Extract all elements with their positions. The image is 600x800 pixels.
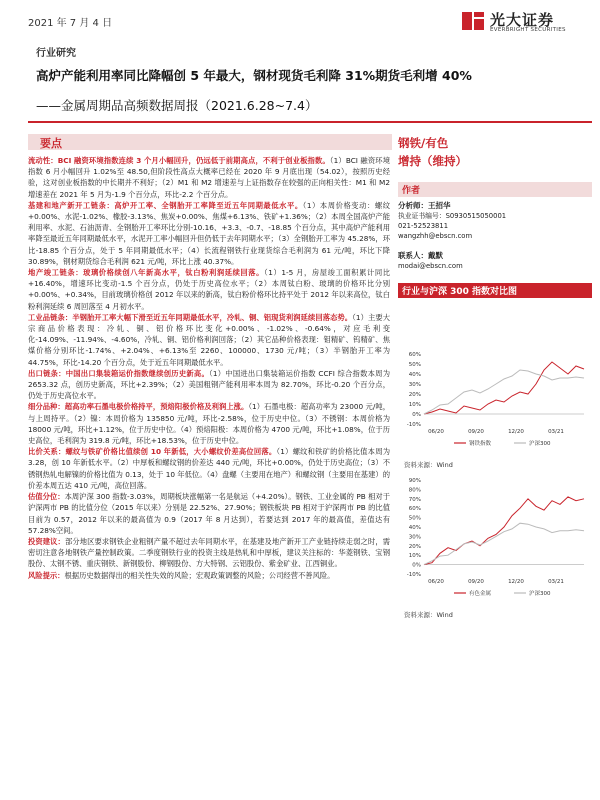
y-tick-label: 60% [408, 352, 421, 358]
analyst-cert: 执业证书编号：S0930515050001 [398, 212, 507, 220]
logo-text-en: EVERBRIGHT SECURITIES [490, 27, 566, 33]
summary-paragraph-body: （1）中国进出口集装箱运价指数 CCFI 综合指数本周为 2653.32 点，创历史新高，环比+2.39%；（2）美国粗钢产能利用率本周为 82.70%，环比-0.20 个百分点，仍处于历史高位水平。 [28, 368, 391, 401]
y-tick-label: 40% [408, 372, 421, 378]
chart-metals-svg [398, 474, 592, 606]
x-tick-label: 12/20 [508, 579, 524, 585]
report-category: 行业研究 [36, 48, 76, 59]
summary-paragraph-body: （1）螺纹和铁矿的价格比值本周为 3.28，创 10 年新低水平。（2）中厚板和螺纹钢的价差达 440 元/吨，环比+0.00%，仍处于历史高位；（3）不锈钢热轧电解镍的价格比值为 0.13，处于 10 年低位。（4）盘螺（主要用在地产）和螺纹钢（主要用在基建）的价差本周五达 410 元/吨，高位回落。 [28, 447, 390, 490]
summary-paragraph-head: 基建和地产新开工链条：高炉开工率、全钢胎开工率降至近五年同期最低水平。 [28, 200, 303, 210]
summary-paragraph [28, 491, 390, 536]
y-tick-label: 30% [408, 534, 421, 541]
y-tick-label: 20% [408, 543, 421, 550]
summary-paragraph-head: 流动性：BCI 融资环境指数连续 3 个月小幅回升，仍远低于前期高点，不利于创业板指数。 [28, 156, 330, 165]
summary-label: 要点 [40, 137, 62, 150]
summary-paragraph [28, 570, 390, 581]
chart-steel-source: 资料来源：Wind [404, 461, 453, 469]
summary-body [28, 155, 390, 581]
legend-label: 沪深300 [529, 441, 551, 447]
summary-paragraph-body: （1）1-5 月，房屋竣工面积累计同比+16.40%，增速环比变动-1.5 个百分点，仍处于历史高位水平；（2）本周钛白粉、玻璃的价格环比分别+0.00%、+0.34%，目前玻璃价格创 2012 年以来的新高，钛白粉价格环比持平处于 2012 年以来高位，钛白粉利润延续 6 周回落至 4 月初水平。 [28, 268, 391, 311]
y-tick-label: -10% [406, 572, 421, 578]
summary-paragraph-head: 地产竣工链条：玻璃价格续创八年新高水平，钛白粉利润延续回落。 [28, 268, 265, 278]
summary-paragraph-body: （1）本周价格变动：螺纹+0.00%、水泥-1.02%、橡胶-3.13%、焦炭+0.00%、焦煤+6.13%、铁矿+1.36%；（2）本周全国高炉产能利用率、水泥、石油沥青、全钢胎开工率环比分别-10.16、+3.3、-0.7、-18.85 个百分点，其中高炉产能利用率降至最近五年同期最低水平，水泥开工率小幅回升但仍低于去年同期水平；（3）全钢胎开工率为 45.28%，环比-18.85 个百分点，处于 5 年同期最低水平；（4）长流程钢铁行业现货综合毛利润为 61 元/吨，环比下降 30.89%，钢材期货综合毛利润 621 元/吨，环比上涨 40.37%。 [28, 200, 390, 266]
x-tick-label: 03/21 [548, 579, 564, 585]
summary-paragraph [28, 155, 390, 200]
summary-paragraph-body: （1）BCI 融资环境指数 6 月小幅回升 1.02%至 48.50,但阶段性高点大概率已经在 2020 年 9 月底出现（54.02），按照历史经验，这对创业板指数的中长期并不利好；（2）M1 和 M2 增速差与上证指数存在较强的正向相关性：M1 和 M2 增速差在 2021 年 5 月为-1.9 个百分点，环比-2.2 个百分点。 [28, 156, 391, 199]
summary-paragraph-head: 投资建议： [28, 536, 65, 546]
summary-paragraph-head: 估值分位： [28, 492, 65, 502]
x-tick-label: 09/20 [468, 579, 484, 585]
y-tick-label: 20% [408, 392, 421, 398]
chart-steel-vs-hs300 [398, 348, 592, 460]
y-tick-label: -10% [406, 422, 421, 428]
legend-label: 有色金属 [469, 591, 492, 597]
title-divider [28, 121, 592, 123]
y-tick-label: 70% [408, 496, 421, 503]
summary-paragraph [28, 536, 390, 570]
x-tick-label: 12/20 [508, 429, 524, 435]
chart-steel-svg [398, 348, 592, 456]
summary-paragraph-body: （1）石墨电极：超高功率为 23000 元/吨，与上周持平。（2）镍：本周价格为 135850 元/吨，环比-2.58%，位于历史中位。（3）不锈钢：本周价格为 18000 元/吨，环比+1.12%，位于历史中位。（4）预焙阳极：本周价格为 4700 元/吨，环比+1.08%，位于历史高位，毛利润为 319.8 元/吨，环比+18.53%，位于历史中位。 [28, 402, 390, 446]
y-tick-label: 50% [408, 515, 421, 522]
y-tick-label: 30% [408, 382, 421, 388]
chart-metals-vs-hs300 [398, 474, 592, 610]
report-title: 高炉产能利用率同比降幅创 5 年最大，钢材现货毛利降 31%期货毛利增 40% [36, 68, 472, 83]
y-tick-label: 0% [412, 412, 421, 418]
y-tick-label: 80% [408, 487, 421, 494]
broker-logo [460, 8, 592, 36]
y-tick-label: 40% [408, 525, 421, 531]
author-header [398, 182, 592, 197]
summary-paragraph [28, 446, 390, 491]
summary-paragraph-head: 细分品种：超高功率石墨电极价格持平，预焙阳极价格及利润上涨。 [28, 402, 249, 412]
y-tick-label: 50% [408, 362, 421, 368]
summary-paragraph-head: 出口链条：中国出口集装箱运价指数继续创历史新高。 [28, 368, 209, 378]
y-tick-label: 90% [408, 478, 421, 484]
rating-label: 增持（维持） [398, 154, 467, 168]
x-tick-label: 06/20 [428, 579, 444, 585]
x-tick-label: 09/20 [468, 429, 484, 435]
author-label: 作者 [402, 186, 421, 196]
summary-paragraph-body: 根据历史数据得出的相关性失效的风险；宏观政策调整的风险；公司经营不善风险。 [64, 570, 335, 580]
chart-section-header [398, 283, 592, 298]
y-tick-label: 0% [412, 562, 421, 569]
legend-label: 沪深300 [529, 591, 551, 597]
y-tick-label: 10% [408, 553, 421, 560]
summary-paragraph-head: 工业品链条：半钢胎开工率大幅下滑至近五年同期最低水平，冷轧、铜、铝现货利润延续回落态势。 [28, 312, 353, 322]
summary-paragraph [28, 200, 390, 267]
sidebar [398, 134, 592, 298]
y-tick-label: 60% [408, 506, 421, 513]
x-tick-label: 03/21 [548, 429, 564, 435]
analyst-info [398, 201, 592, 271]
summary-paragraph-body: （1）主要大宗商品价格表现：冷轧、铜、铝价格环比变化+0.00%、-1.02%、-0.64%，对应毛利变化-14.09%、-11.94%、-4.60%，冷轧、铜、铝价格利润回落；（2）其它品种价格表现：钼精矿、钨精矿、焦煤价格分别环比-1.74%、+2.04%、+6.13%至 2260、100000、1730 元/吨；（3）半钢胎开工率为 44.75%，环比-14.20 个百分点，处于近五年同期最低水平。 [28, 312, 391, 367]
summary-paragraph-body: 部分地区要求钢铁企业粗钢产量不超过去年同期水平，在基建及地产新开工产业链持续走弱之时，需密切注意各地钢铁产量控制政策。二季度钢铁行业的投资主线是热轧和中厚板，建议关注标的：华菱钢铁、宝钢股份、太钢不锈、重庆钢铁、新钢股份、柳钢股份、方大特钢、云铝股份、紫金矿业、江西铜业。 [28, 536, 391, 569]
summary-paragraph [28, 401, 390, 446]
logo-text-cn: 光大证券 [490, 11, 555, 29]
summary-paragraph-head: 比价关系：螺纹与铁矿价格比值续创 10 年新低，大小螺纹价差高位回落。 [28, 447, 277, 457]
series-line [424, 370, 584, 414]
series-line [424, 362, 584, 414]
series-line [424, 523, 584, 564]
sector-name: 钢铁/有色 [398, 136, 449, 150]
report-date: 2021 年 7 月 4 日 [28, 18, 113, 29]
contact-name: 联系人：戴默 [398, 251, 443, 260]
summary-paragraph [28, 312, 390, 368]
summary-paragraph [28, 267, 390, 312]
logo-mark-icon [460, 8, 486, 34]
summary-paragraph-head: 风险提示： [28, 570, 65, 580]
analyst-name: 分析师：王招华 [398, 201, 451, 210]
chart-section-title: 行业与沪深 300 指数对比图 [402, 287, 518, 297]
analyst-email[interactable]: wangzhh@ebscn.com [398, 232, 473, 240]
legend-label: 钢铁指数 [469, 441, 492, 447]
contact-email[interactable]: modai@ebscn.com [398, 262, 463, 270]
summary-header [28, 134, 392, 150]
analyst-phone: 021-52523811 [398, 222, 449, 230]
y-tick-label: 10% [408, 402, 421, 408]
report-subtitle: ——金属周期品高频数据周报（2021.6.28~7.4） [36, 98, 318, 113]
chart-metals-source: 资料来源：Wind [404, 611, 453, 619]
x-tick-label: 06/20 [428, 429, 444, 435]
summary-paragraph [28, 368, 390, 402]
summary-paragraph-body: 本周沪深 300 指数-3.03%，周期板块涨幅第一名是航运（+4.20%）。钢铁、工业金属的 PB 相对于沪深两市 PB 的比值分位（2015 年以来）分别是 22.52%、27.90%；钢铁板块 PB 相对于沪深两市 PB 的比值目前为 0.57，2012 年以来的最高值为 0.9（2017 年 8 月达到），若要达到 2017 年的最高值，差值达有 57.28%空间。 [28, 492, 390, 535]
